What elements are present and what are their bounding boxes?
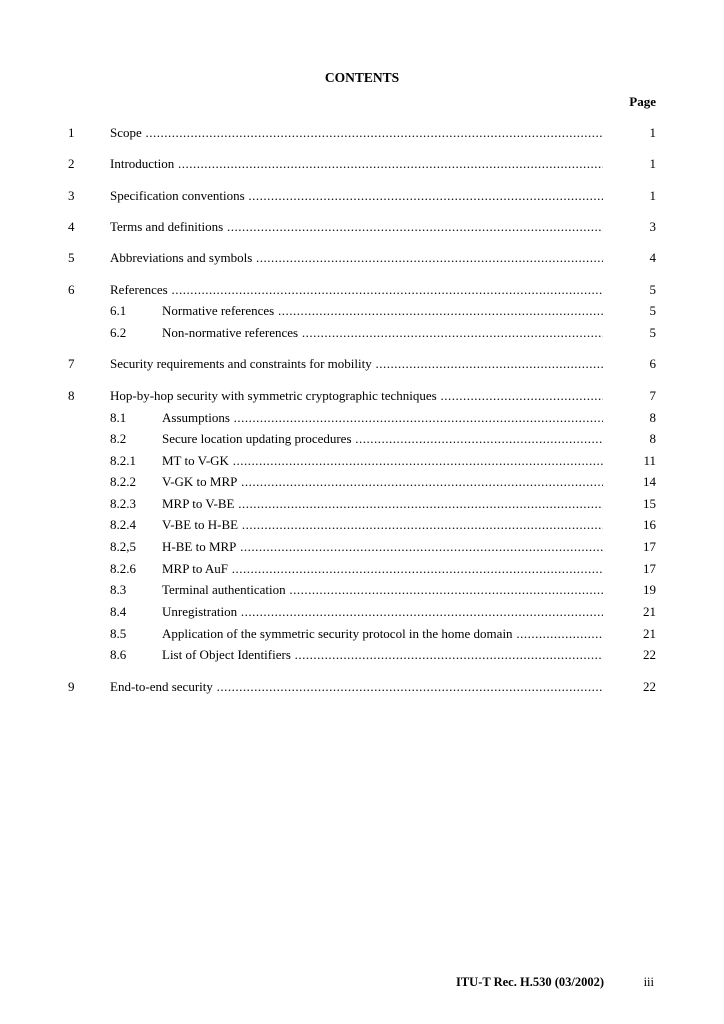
toc-entry[interactable] [0,218,724,236]
toc-page: 21 [643,626,656,641]
toc-page: 22 [643,679,656,694]
toc-title: List of Object Identifiers ..... [162,646,603,664]
toc-page: 8 [649,410,656,425]
toc-title: Scope ..... [110,124,603,142]
toc-page: 5 [649,282,656,297]
toc-title: Terminal authentication ..... [162,581,603,599]
toc-subentry[interactable] [0,430,724,448]
toc-number: 2 [68,156,75,171]
toc-page: 22 [643,647,656,662]
toc-page: 1 [649,156,656,171]
toc-page: 4 [649,250,656,265]
toc-page: 6 [649,356,656,371]
toc-subentry[interactable] [0,625,724,643]
toc-entry[interactable] [0,387,724,405]
toc-title: MRP to AuF ..... [162,560,603,578]
toc-number: 8 [68,388,75,403]
toc-number: 8.2 [110,431,127,446]
toc-title: H-BE to MRP ..... [162,538,603,556]
toc-number: 8.2.3 [110,496,136,511]
toc-title: V-GK to MRP ..... [162,473,603,491]
toc-page: 17 [643,539,656,554]
toc-title: Introduction ..... [110,155,603,173]
toc-subentry[interactable] [0,324,724,342]
toc-subentry[interactable] [0,516,724,534]
toc-number: 7 [68,356,75,371]
toc-entry[interactable] [0,155,724,173]
toc-page: 19 [643,582,656,597]
toc-title: Normative references ..... [162,302,603,320]
toc-entry[interactable] [0,678,724,696]
toc-subentry[interactable] [0,409,724,427]
footer-recommendation: ITU-T Rec. H.530 (03/2002) [455,975,604,989]
toc-page: 21 [643,604,656,619]
toc-title: Specification conventions ..... [110,187,603,205]
toc-subentry[interactable] [0,302,724,320]
toc-title: Security requirements and constraints for mobility ..... [110,355,603,373]
toc-number: 6.2 [110,325,127,340]
toc-entry[interactable] [0,124,724,142]
toc-title: MT to V-GK ..... [162,452,603,470]
toc-number: 8.4 [110,604,127,619]
toc-subentry[interactable] [0,473,724,491]
toc-number: 1 [68,125,75,140]
page-footer [0,975,724,993]
toc-title: Hop-by-hop security with symmetric cryptographic techniques ..... [110,387,603,405]
toc-number: 5 [68,250,75,265]
toc-page: 1 [649,188,656,203]
toc-number: 3 [68,188,75,203]
toc-title: V-BE to H-BE ..... [162,516,603,534]
footer-page-number: iii [643,975,654,989]
toc-number: 4 [68,219,75,234]
toc-entry[interactable] [0,281,724,299]
toc-number: 8.2.6 [110,561,136,576]
toc-subentry[interactable] [0,560,724,578]
toc-page: 8 [649,431,656,446]
toc-entry[interactable] [0,355,724,373]
toc-number: 8.2,5 [110,539,136,554]
toc-title: Secure location updating procedures ..... [162,430,603,448]
toc-number: 8.6 [110,647,127,662]
toc-title: Non-normative references ..... [162,324,603,342]
toc-subentry[interactable] [0,603,724,621]
toc-title: End-to-end security ..... [110,678,603,696]
toc-title: MRP to V-BE ..... [162,495,603,513]
toc-page: 5 [649,325,656,340]
toc-number: 8.2.1 [110,453,136,468]
toc-page: 17 [643,561,656,576]
toc-entry[interactable] [0,187,724,205]
toc-number: 8.1 [110,410,127,425]
toc-subentry[interactable] [0,538,724,556]
toc-number: 6 [68,282,75,297]
toc-number: 8.2.4 [110,517,136,532]
toc-subentry[interactable] [0,452,724,470]
toc-title: Abbreviations and symbols ..... [110,249,603,267]
toc-page: 14 [643,474,656,489]
toc-subentry[interactable] [0,646,724,664]
toc-page: 1 [649,125,656,140]
toc-subentry[interactable] [0,495,724,513]
toc-subentry[interactable] [0,581,724,599]
toc-title: Unregistration ..... [162,603,603,621]
toc-page: 11 [643,453,656,468]
toc-entry[interactable] [0,249,724,267]
toc-page: 3 [649,219,656,234]
toc-page: 16 [643,517,656,532]
toc-title: Terms and definitions ..... [110,218,603,236]
toc-number: 8.2.2 [110,474,136,489]
toc-page: 15 [643,496,656,511]
toc-page: 5 [649,303,656,318]
toc-number: 6.1 [110,303,127,318]
toc-title: References ..... [110,281,603,299]
toc-title: Application of the symmetric security protocol in the home domain ..... [162,625,603,643]
toc-number: 9 [68,679,75,694]
page-title: CONTENTS [324,70,400,85]
toc-page: 7 [649,388,656,403]
toc-number: 8.5 [110,626,127,641]
page-column-header: Page [629,94,656,109]
toc-number: 8.3 [110,582,127,597]
toc-title: Assumptions ..... [162,409,603,427]
